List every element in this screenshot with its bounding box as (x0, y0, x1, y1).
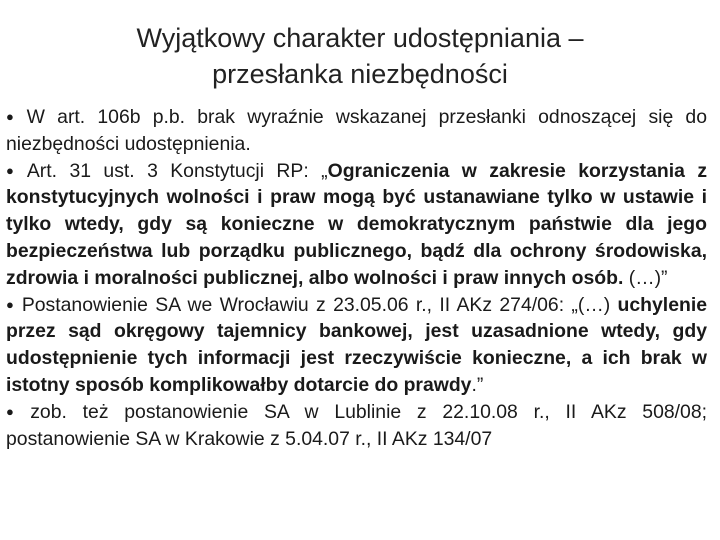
bullet-item-4 (6, 399, 707, 453)
bullet-text: W art. 106b p.b. brak wyraźnie wskazanej przesłanki odnoszącej się do niezbędności udostępnienia. (6, 106, 707, 155)
bullet-item-3 (6, 292, 707, 399)
bullet-quote: uchylenie przez sąd okręgowy tajemnicy bankowej, jest uzasadnione wtedy, gdy udostępnienie tych informacji jest rzeczywiście konieczne, a ich brak w istotny sposób komplikowałby dotarcie do prawdy (6, 293, 707, 396)
bullet-prefix: Art. 31 ust. 3 Konstytucji RP: „ (26, 159, 328, 182)
bullet-suffix: .” (471, 373, 484, 396)
bullet-item-2 (6, 158, 707, 292)
bullet-icon: ● (6, 296, 16, 312)
bullet-text: zob. też postanowienie SA w Lublinie z 22.10.08 r., II AKz 508/08; postanowienie SA w Krakowie z 5.04.07 r., II AKz 134/07 (6, 400, 707, 450)
bullet-prefix: Postanowienie SA we Wrocławiu z 23.05.06 r., II AKz 274/06: „(…) (21, 293, 618, 316)
title-line-1: Wyjątkowy charakter udostępniania – (136, 23, 584, 53)
bullet-icon: ● (6, 403, 25, 419)
bullet-list (6, 104, 707, 452)
title-line-2: przesłanka niezbędności (212, 59, 508, 89)
slide-title (60, 20, 660, 92)
bullet-suffix: (…)” (623, 266, 668, 289)
bullet-quote: Ograniczenia w zakresie korzystania z konstytucyjnych wolności i praw mogą być ustanawiane tylko w ustawie i tylko wtedy, gdy są konieczne w demokratycznym państwie dla jego bezpieczeństwa lub porządku publicznego, bądź dla ochrony środowiska, zdrowia i moralności publicznej, albo wolności i praw innych osób. (6, 159, 708, 289)
bullet-icon: ● (6, 109, 21, 124)
bullet-icon: ● (6, 162, 21, 178)
bullet-item-1 (6, 104, 707, 158)
